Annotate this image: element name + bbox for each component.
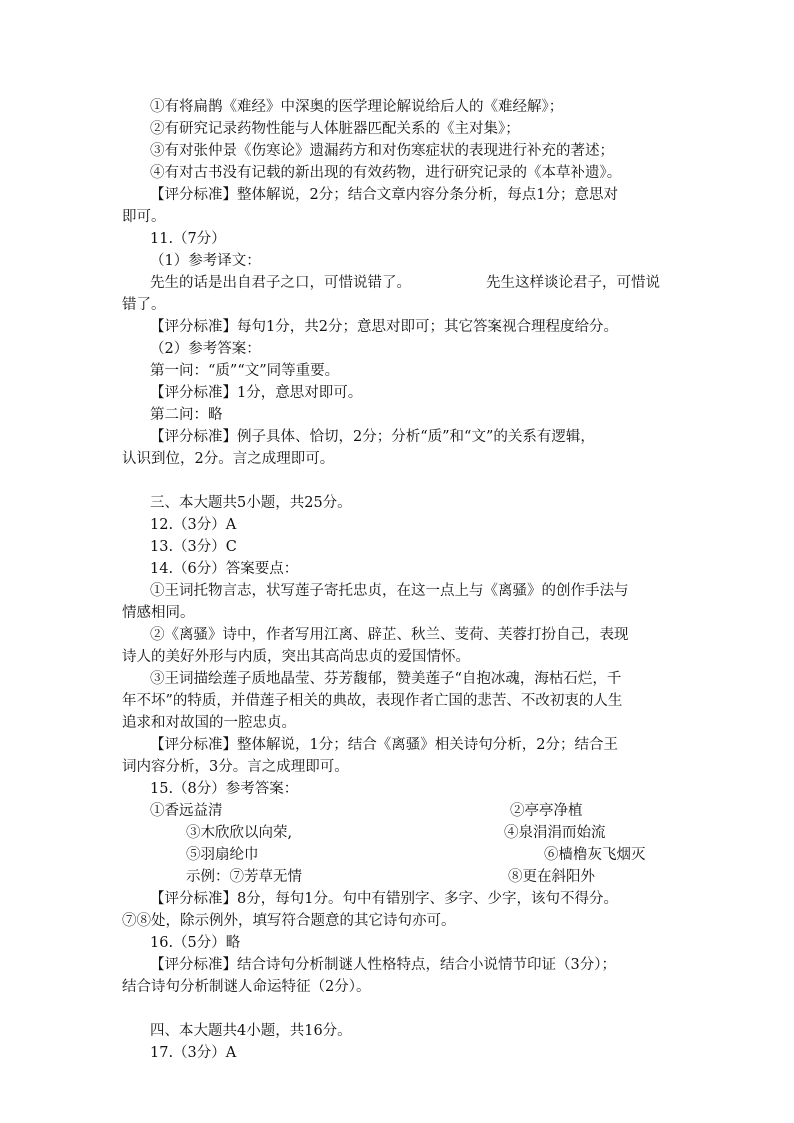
question-number: 17.（3分）A <box>150 1045 237 1061</box>
question-number: 15.（8分）参考答案： <box>150 781 299 797</box>
question-number: 12.（3分）A <box>150 517 237 533</box>
text-line: ④有对古书没有记载的新出现的有效药物，进行研究记录的《本草补遗》。 <box>150 165 622 181</box>
translation-1: 先生的话是出自君子之口，可惜说错了。 <box>150 275 411 291</box>
text-line: 情感相同。 <box>122 605 195 621</box>
text-line: 错了。 <box>122 297 166 313</box>
answer-3: ③木欣欣以向荣, <box>186 825 293 841</box>
text-line: 第一问：“质”“文”同等重要。 <box>150 363 340 379</box>
answer-1: ①香远益清 <box>150 803 223 819</box>
answer-8: ⑧更在斜阳外 <box>508 869 595 885</box>
answer-5: ⑤羽扇纶巾 <box>186 847 259 863</box>
scoring-criteria: 【评分标准】例子具体、恰切，2分；分析“质”和“文”的关系有逻辑， <box>150 429 595 445</box>
text-line: 即可。 <box>122 209 166 225</box>
text-line: 诗人的美好外形与内质，突出其高尚忠贞的爱国情怀。 <box>122 649 470 665</box>
answer-4: ④泉涓涓而始流 <box>504 825 606 841</box>
text-line: 认识到位，2分。言之成理即可。 <box>122 451 335 467</box>
answer-2: ②亭亭净植 <box>510 803 583 819</box>
scoring-criteria: 【评分标准】整体解说，1分；结合《离骚》相关诗句分析，2分；结合王 <box>150 737 618 753</box>
text-line: ③王词描绘莲子质地晶莹、芬芳馥郁，赞美莲子“自抱冰魂，海枯石烂，千 <box>150 671 622 687</box>
question-number: 16.（5分）略 <box>150 935 241 951</box>
scoring-criteria: 【评分标准】整体解说，2分；结合文章内容分条分析，每点1分；意思对 <box>150 187 618 203</box>
text-line: 结合诗句分析制谜人命运特征（2分）。 <box>122 979 371 995</box>
text-line: ②有研究记录药物性能与人体脏器匹配关系的《主对集》； <box>150 121 520 137</box>
text-line: （1）参考译文： <box>150 253 261 269</box>
scoring-criteria: 【评分标准】结合诗句分析制谜人性格特点，结合小说情节印证（3分）； <box>150 957 616 973</box>
translation-2: 先生这样谈论君子，可惜说 <box>486 275 660 291</box>
section-heading: 三、本大题共5小题，共25分。 <box>150 495 352 511</box>
text-line: ⑦⑧处，除示例外，填写符合题意的其它诗句亦可。 <box>122 913 456 929</box>
scoring-criteria: 【评分标准】1分，意思对即可。 <box>150 385 363 401</box>
text-line: ①王词托物言志，状写莲子寄托忠贞，在这一点上与《离骚》的创作手法与 <box>150 583 629 599</box>
question-number: 11.（7分） <box>150 231 226 247</box>
question-number: 14.（6分）答案要点： <box>150 561 299 577</box>
question-number: 13.（3分）C <box>150 539 237 555</box>
answer-6: ⑥樯橹灰飞烟灭 <box>544 847 646 863</box>
scoring-criteria: 【评分标准】8分，每句1分。句中有错别字、多字、少字，该句不得分。 <box>150 891 618 907</box>
section-heading: 四、本大题共4小题，共16分。 <box>150 1023 352 1039</box>
text-line: 追求和对故国的一腔忠贞。 <box>122 715 296 731</box>
text-line: 年不坏”的特质，并借莲子相关的典故，表现作者亡国的悲苦、不改初衷的人生 <box>122 693 623 709</box>
text-line: 词内容分析，3分。言之成理即可。 <box>122 759 349 775</box>
answer-7: 示例：⑦芳草无情 <box>186 869 302 885</box>
scoring-criteria: 【评分标准】每句1分，共2分；意思对即可；其它答案视合理程度给分。 <box>150 319 618 335</box>
text-line: ③有对张仲景《伤寒论》遗漏药方和对伤寒症状的表现进行补充的著述； <box>150 143 614 159</box>
text-line: ②《离骚》诗中，作者写用江离、辟芷、秋兰、芰荷、芙蓉打扮自己，表现 <box>150 627 629 643</box>
text-line: （2）参考答案： <box>150 341 261 357</box>
text-line: 第二问：略 <box>150 407 223 423</box>
text-line: ①有将扁鹊《难经》中深奥的医学理论解说给后人的《难经解》； <box>150 99 564 115</box>
